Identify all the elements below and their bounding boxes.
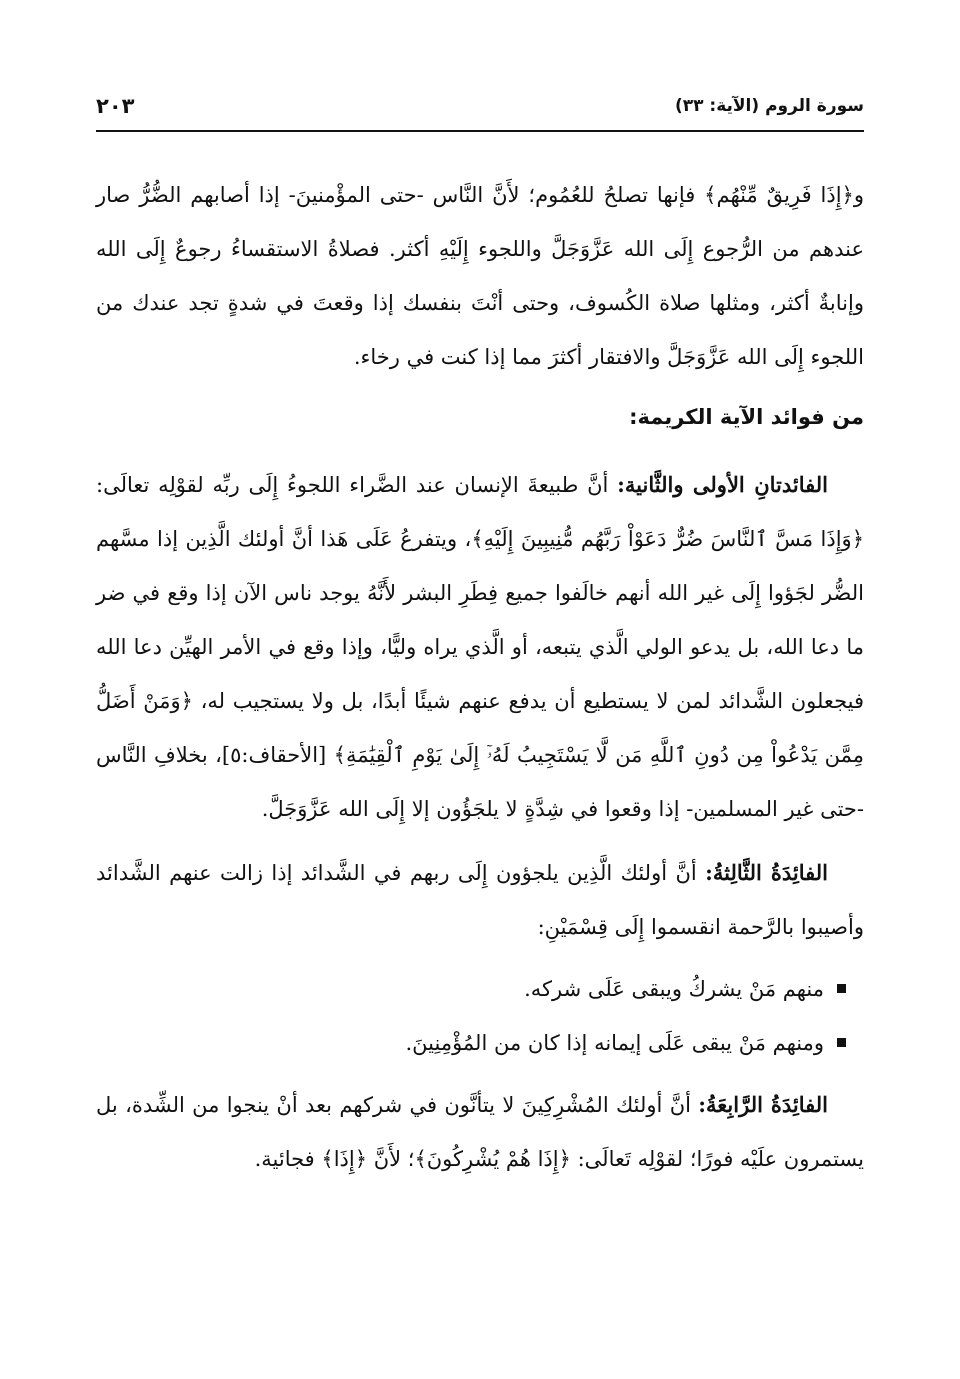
- benefit-4: [96, 1078, 864, 1186]
- benefit-3-text: أنَّ أولئك الَّذِين يلجؤون إِلَى ربهم في الشَّدائد إذا زالت عنهم الشَّدائد وأصيبوا بالرَّحمة انقسموا إِلَى قِسْمَيْنِ:: [96, 861, 864, 939]
- list-item: [96, 1016, 846, 1070]
- benefit-4-title: الفائِدَةُ الرَّابِعَةُ:: [698, 1092, 828, 1117]
- bullet-list: [96, 962, 864, 1070]
- page-number: ٢٠٣: [96, 94, 135, 118]
- paragraph-intro: و﴿إِذَا فَرِيقٌ مِّنْهُم﴾ فإنها تصلحُ للعُمُوم؛ لأَنَّ النَّاس -حتى المؤْمنينَ- إذا أصابهم الضُّرُّ صار عندهم من الرُّجوع إِلَى الله عَزَّوَجَلَّ واللجوء إِلَيْهِ أكثر. فصلاةُ الاستقساءُ رجوعٌ إِلَى الله وإنابةٌ أكثر، ومثلها صلاة الكُسوف، وحتى أنْتَ بنفسك إذا وقعتَ في شدةٍ تجد عندك من اللجوء إِلَى الله عَزَّوَجَلَّ والافتقار أكثرَ مما إذا كنت في رخاء.: [96, 183, 864, 369]
- benefit-1-2-text: أنَّ طبيعةَ الإنسان عند الضَّراء اللجوءُ إِلَى ربِّه لقوْلِه تعالَى: ﴿وَإِذَا مَسَّ ٱلنَّاسَ ضُرٌّ دَعَوْاْ رَبَّهُم مُّنِيبِينَ إِلَيْهِ﴾، ويتفرعُ عَلَى هَذا أنَّ أولئك الَّذِين إذا مسَّهم الضُّر لجَؤوا إِلَى غير الله أنهم خالَفوا جميع فِطَرِ البشر لأَنَّهُ يوجد ناس الآن إذا وقع في ضر ما دعا الله، بل يدعو الولي الَّذي يتبعه، أو الَّذي يراه وليًّا، وإذا وقع في الأمر الهيِّن دعا الله فيجعلون الشَّدائد لمن لا يستطيع أن يدفع عنهم شيئًا أبدًا، بل ولا يستجيب له، ﴿وَمَنْ أَضَلُّ مِمَّن يَدْعُواْ مِن دُونِ ٱللَّهِ مَن لَّا يَسْتَجِيبُ لَهُۥٓ إِلَىٰ يَوْمِ ٱلْقِيَٰمَةِ﴾ [الأحقاف:٥]، بخلافِ النَّاس -حتى غير المسلمين- إذا وقعوا في شِدَّةٍ لا يلجَؤُون إلا إِلَى الله عَزَّوَجَلَّ.: [96, 473, 864, 821]
- square-bullet-icon: [837, 1038, 846, 1047]
- benefit-1-2-title: الفائدتانِ الأولى والثَّانية:: [617, 472, 828, 497]
- benefit-3: [96, 846, 864, 954]
- benefit-4-text: أنَّ أولئك المُشْرِكِينَ لا يتأنَّون في شركهم بعد أنْ ينجوا من الشِّدة، بل يستمرون علَيْه فورًا؛ لقوْلِه تَعالَى: ﴿إِذَا هُمْ يُشْرِكُونَ﴾؛ لأَنَّ ﴿إِذَا﴾ فجائية.: [96, 1093, 864, 1171]
- square-bullet-icon: [837, 984, 846, 993]
- bullet-text: ومنهم مَنْ يبقى عَلَى إيمانه إذا كان من المُؤْمِنِينَ.: [405, 1031, 824, 1055]
- benefit-3-title: الفائِدَةُ الثَّالِثةُ:: [705, 860, 828, 885]
- list-item: [96, 962, 846, 1016]
- bullet-text: منهم مَنْ يشركُ ويبقى عَلَى شركه.: [524, 977, 824, 1001]
- page-body: [96, 168, 864, 1186]
- surah-label: سورة الروم (الآية: ٣٣): [674, 96, 864, 116]
- benefit-1-2: [96, 458, 864, 836]
- page-header: [96, 92, 864, 132]
- section-heading: من فوائد الآية الكريمة:: [629, 405, 864, 429]
